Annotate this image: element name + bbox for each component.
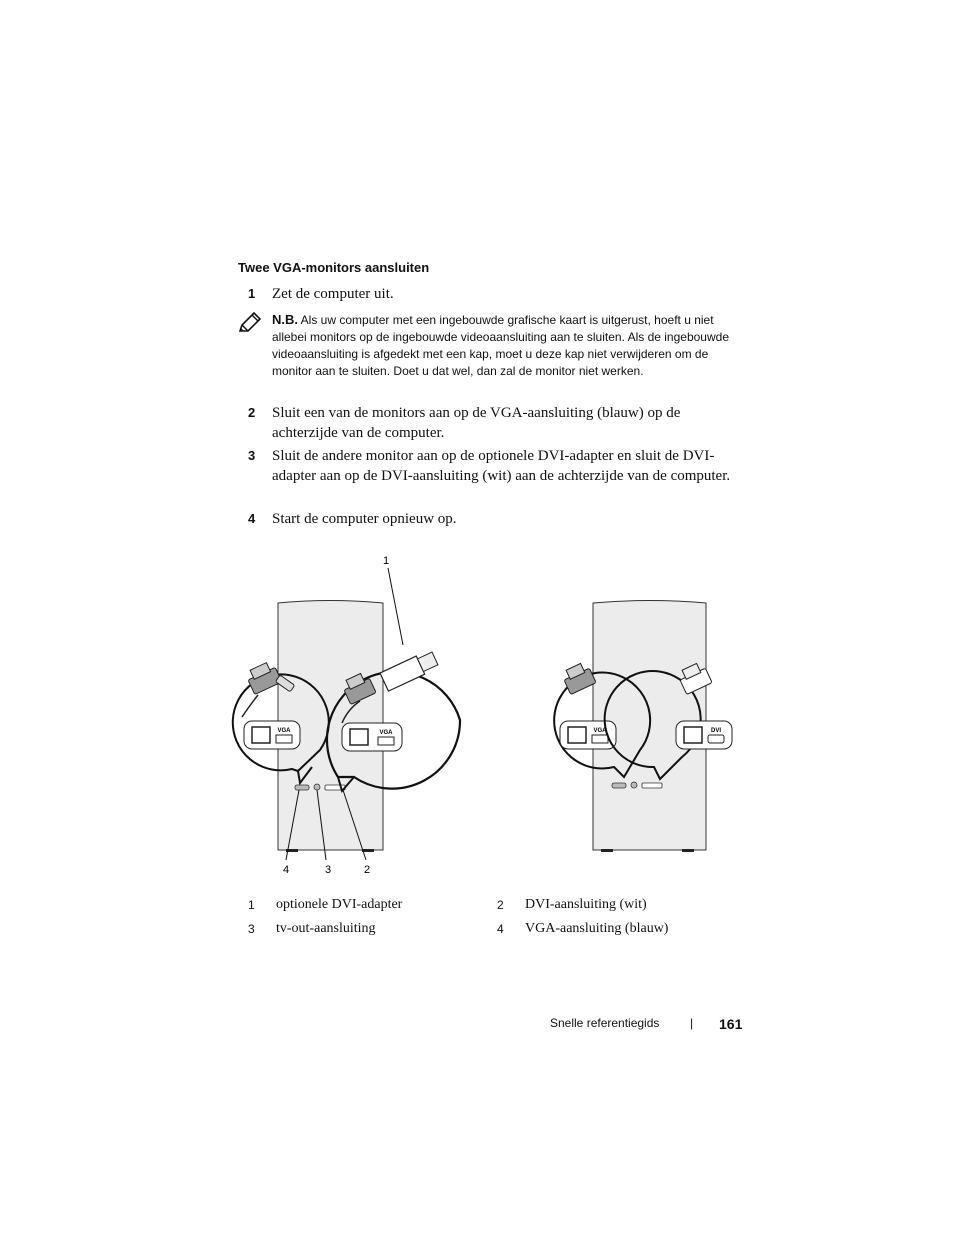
section-title: Twee VGA-monitors aansluiten [238,260,430,275]
step-text: Zet de computer uit. [272,286,394,302]
vga-label: VGA [379,730,393,736]
footer-separator: | [690,1016,694,1030]
vga-port [295,785,309,790]
dvi-port [642,783,662,788]
callout-4: 4 [282,864,290,876]
monitor-icon [568,727,586,743]
caption-number: 3 [248,922,255,936]
pencil-note-icon [238,311,264,333]
note-label: N.B. [272,312,298,327]
tv-out-port [631,782,637,788]
note-text: Als uw computer met een ingebouwde grafische kaart is uitgerust, hoeft u niet allebei monitors op de ingebouwde videoaansluiting aan te sluiten. Als de ingebouwde videoaansluiting is afgedekt met een kap, moet u deze kap niet verwijderen om de monitor aan te sluiten. Doet u dat wel, dan zal de monitor niet werken. [272,313,729,378]
caption-text: VGA-aansluiting (blauw) [525,921,669,936]
dvi-label: DVI [710,728,722,734]
tv-out-port [314,784,320,790]
step-number: 1 [248,286,256,301]
vga-label: VGA [277,728,291,734]
step-number: 4 [248,511,256,526]
page-number: 161 [719,1016,743,1032]
connection-diagram [220,545,740,880]
vga-port [612,783,626,788]
callout-1: 1 [382,555,390,567]
caption-text: DVI-aansluiting (wit) [525,897,647,912]
monitor-icon [350,729,368,745]
vga-connector-icon [245,660,282,694]
caption-number: 2 [497,898,504,912]
footer-section-title: Snelle referentiegids [550,1016,660,1030]
step-text: Sluit de andere monitor aan op de optionele DVI-adapter en sluit de DVI-adapter aan op de DVI-aansluiting (wit) aan de achterzijde van de computer. [272,448,731,484]
callout-2: 2 [363,864,371,876]
step-text: Start de computer opnieuw op. [272,511,457,527]
dvi-adapter-icon [380,649,439,691]
step-number: 2 [248,405,256,420]
caption-number: 4 [497,922,504,936]
callout-3: 3 [324,864,332,876]
monitor-icon [684,727,702,743]
caption-text: optionele DVI-adapter [276,897,403,912]
step-number: 3 [248,448,256,463]
step-text: Sluit een van de monitors aan op de VGA-aansluiting (blauw) op de achterzijde van de computer. [272,405,681,441]
vga-label: VGA [593,728,607,734]
caption-text: tv-out-aansluiting [276,921,376,936]
caption-number: 1 [248,898,255,912]
monitor-icon [252,727,270,743]
